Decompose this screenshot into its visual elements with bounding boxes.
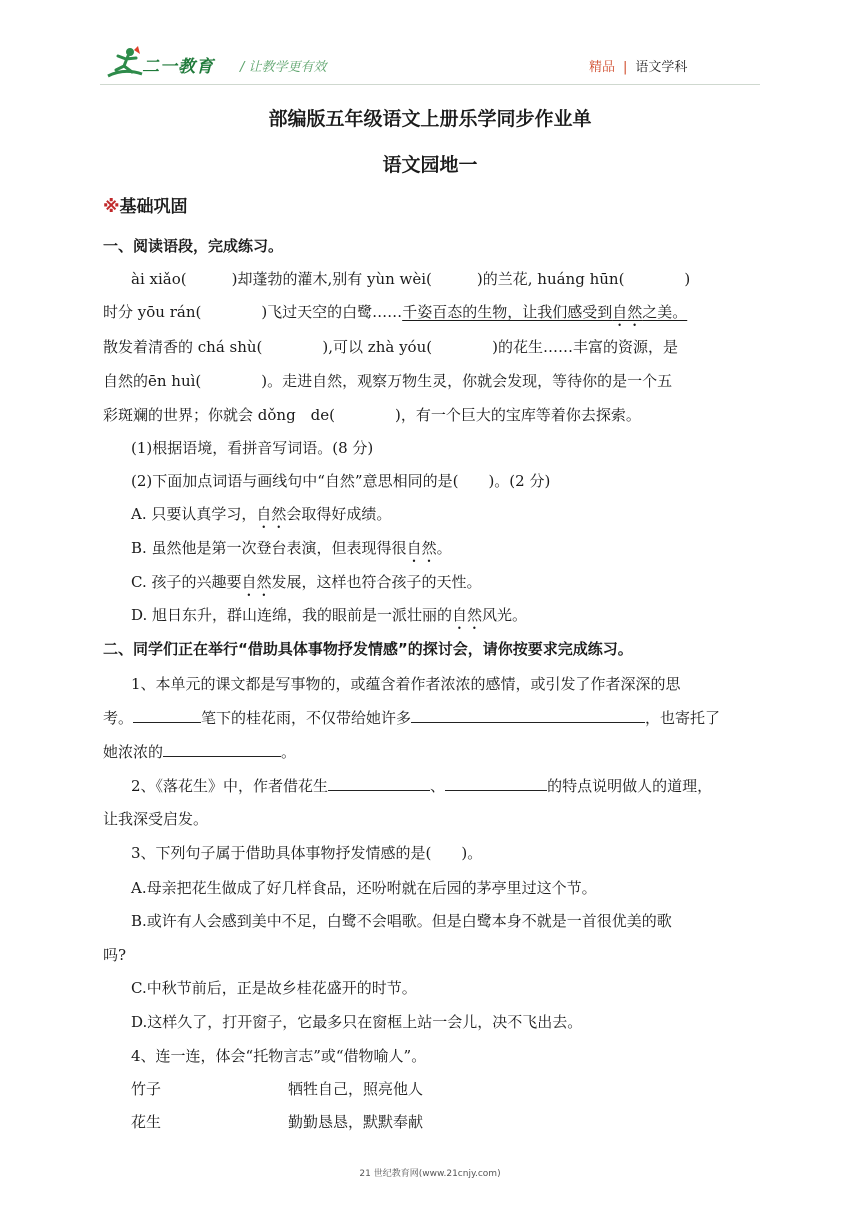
section-heading-text: 基础巩固 [119, 197, 188, 217]
answer-blank[interactable] [133, 708, 201, 723]
option-a [131, 503, 391, 532]
question-2-heading: 二、同学们正在举行“借助具体事物抒发情感”的探讨会，请你按要求完成练习。 [103, 640, 633, 658]
option-c [131, 571, 482, 600]
underlined-sentence-part: 千姿百态的生物，让我们感受到 [402, 303, 613, 321]
subquestion-1: (1)根据语境，看拼音写词语。(8 分) [131, 439, 374, 457]
item-3-option-c: C.中秋节前后，正是故乡桂花盛开的时节。 [131, 979, 417, 997]
item-3: 3、下列句子属于借助具体事物抒发情感的是( )。 [131, 844, 483, 862]
header-separator: | [623, 60, 628, 75]
item-1-line-1: 1、本单元的课文都是写事物的，或蕴含着作者浓浓的感情，或引发了作者深深的思 [131, 675, 681, 693]
page-title: 部编版五年级语文上册乐学同步作业单 [268, 108, 592, 130]
item-3-option-a: A.母亲把花生做成了好几样食品，还吩咐就在后园的茅亭里过这个节。 [131, 879, 597, 897]
page-subtitle: 语文园地一 [382, 154, 478, 176]
option-c-pre: C. 孩子的兴趣要 [131, 573, 242, 591]
jingpin-label: 精品 [589, 60, 616, 75]
match-left-item[interactable]: 竹子 [131, 1080, 162, 1098]
answer-blank[interactable] [163, 742, 281, 757]
match-left-item[interactable]: 花生 [131, 1113, 162, 1131]
option-a-pre: A. 只要认真学习， [131, 505, 257, 523]
item-1-mid: 笔下的桂花雨，不仅带给她许多 [201, 709, 412, 727]
item-2-line-2: 让我深受启发。 [103, 810, 209, 828]
passage-line-5: 彩斑斓的世界；你就会 dǒng de( )，有一个巨大的宝库等着你去探索。 [103, 406, 641, 424]
passage-line-2 [103, 301, 687, 330]
item-1-post: ，也寄托了 [645, 709, 721, 727]
item-3-option-b-line-1: B.或许有人会感到美中不足，白鹭不会唱歌。但是白鹭本身不就是一首很优美的歌 [131, 912, 672, 930]
item-2-line-1 [131, 775, 712, 796]
option-a-post: 会取得好成绩。 [286, 505, 392, 523]
item-1-line-2 [103, 707, 720, 728]
passage-line-1: ài xiǎo( )却蓬勃的灌木,别有 yùn wèi( )的兰花, huáng hūn( ) [131, 270, 691, 288]
option-d [131, 604, 527, 633]
subquestion-2: (2)下面加点词语与画线句中“自然”意思相同的是( )。(2 分) [131, 472, 551, 490]
page-footer: 21 世纪教育网(www.21cnjy.com) [359, 1169, 501, 1179]
option-c-dotted: 自然 [241, 573, 272, 591]
question-1-heading: 一、阅读语段，完成练习。 [103, 237, 284, 255]
header-divider [100, 84, 760, 85]
brand-name: 二一教育 [142, 57, 214, 77]
page-header [0, 0, 860, 92]
option-d-dotted: 自然 [452, 606, 483, 624]
item-2-mid: 、 [430, 777, 446, 795]
option-b-post: 。 [436, 539, 452, 557]
option-d-post: 风光。 [482, 606, 528, 624]
item-1-pre: 考。 [103, 709, 134, 727]
option-b-pre: B. 虽然他是第一次登台表演，但表现得很 [131, 539, 407, 557]
item-1c-post: 。 [281, 743, 297, 761]
passage-line-4: 自然的ēn huì( )。走进自然，观察万物生灵，你就会发现，等待你的是一个五 [103, 372, 673, 390]
item-3-option-b-line-2: 吗? [103, 946, 127, 964]
option-b [131, 537, 452, 566]
section-mark: ※ [103, 197, 120, 217]
option-c-post: 发展，这样也符合孩子的天性。 [271, 573, 482, 591]
item-3-option-d: D.这样久了，打开窗子，它最多只在窗框上站一会儿，决不飞出去。 [131, 1013, 583, 1031]
match-right-item[interactable]: 勤勤恳恳，默默奉献 [288, 1113, 424, 1131]
item-2-post: 的特点说明做人的道理， [547, 777, 713, 795]
passage-line-3: 散发着清香的 chá shù( ),可以 zhà yóu( )的花生……丰富的资源，是 [103, 338, 678, 356]
item-2-pre: 2、《落花生》中，作者借花生 [131, 777, 329, 795]
brand-slogan: / 让教学更有效 [240, 60, 327, 75]
header-right [589, 56, 687, 75]
item-1c-pre: 她浓浓的 [103, 743, 164, 761]
underlined-ziran: 自然 [612, 303, 643, 321]
answer-blank[interactable] [445, 776, 547, 791]
subject-label: 语文学科 [635, 60, 688, 75]
answer-blank[interactable] [411, 708, 645, 723]
underlined-sentence-end: 之美。 [642, 303, 688, 321]
match-right-item[interactable]: 牺牲自己，照亮他人 [288, 1080, 424, 1098]
option-a-dotted: 自然 [256, 505, 287, 523]
option-d-pre: D. 旭日东升，群山连绵，我的眼前是一派壮丽的 [131, 606, 453, 624]
passage-line-2-text: 时分 yōu rán( )飞过天空的白鹭…… [103, 303, 403, 321]
option-b-dotted: 自然 [406, 539, 437, 557]
answer-blank[interactable] [328, 776, 430, 791]
section-heading [103, 192, 188, 217]
item-4: 4、连一连，体会“托物言志”或“借物喻人”。 [131, 1047, 427, 1065]
item-1-line-3 [103, 741, 296, 762]
